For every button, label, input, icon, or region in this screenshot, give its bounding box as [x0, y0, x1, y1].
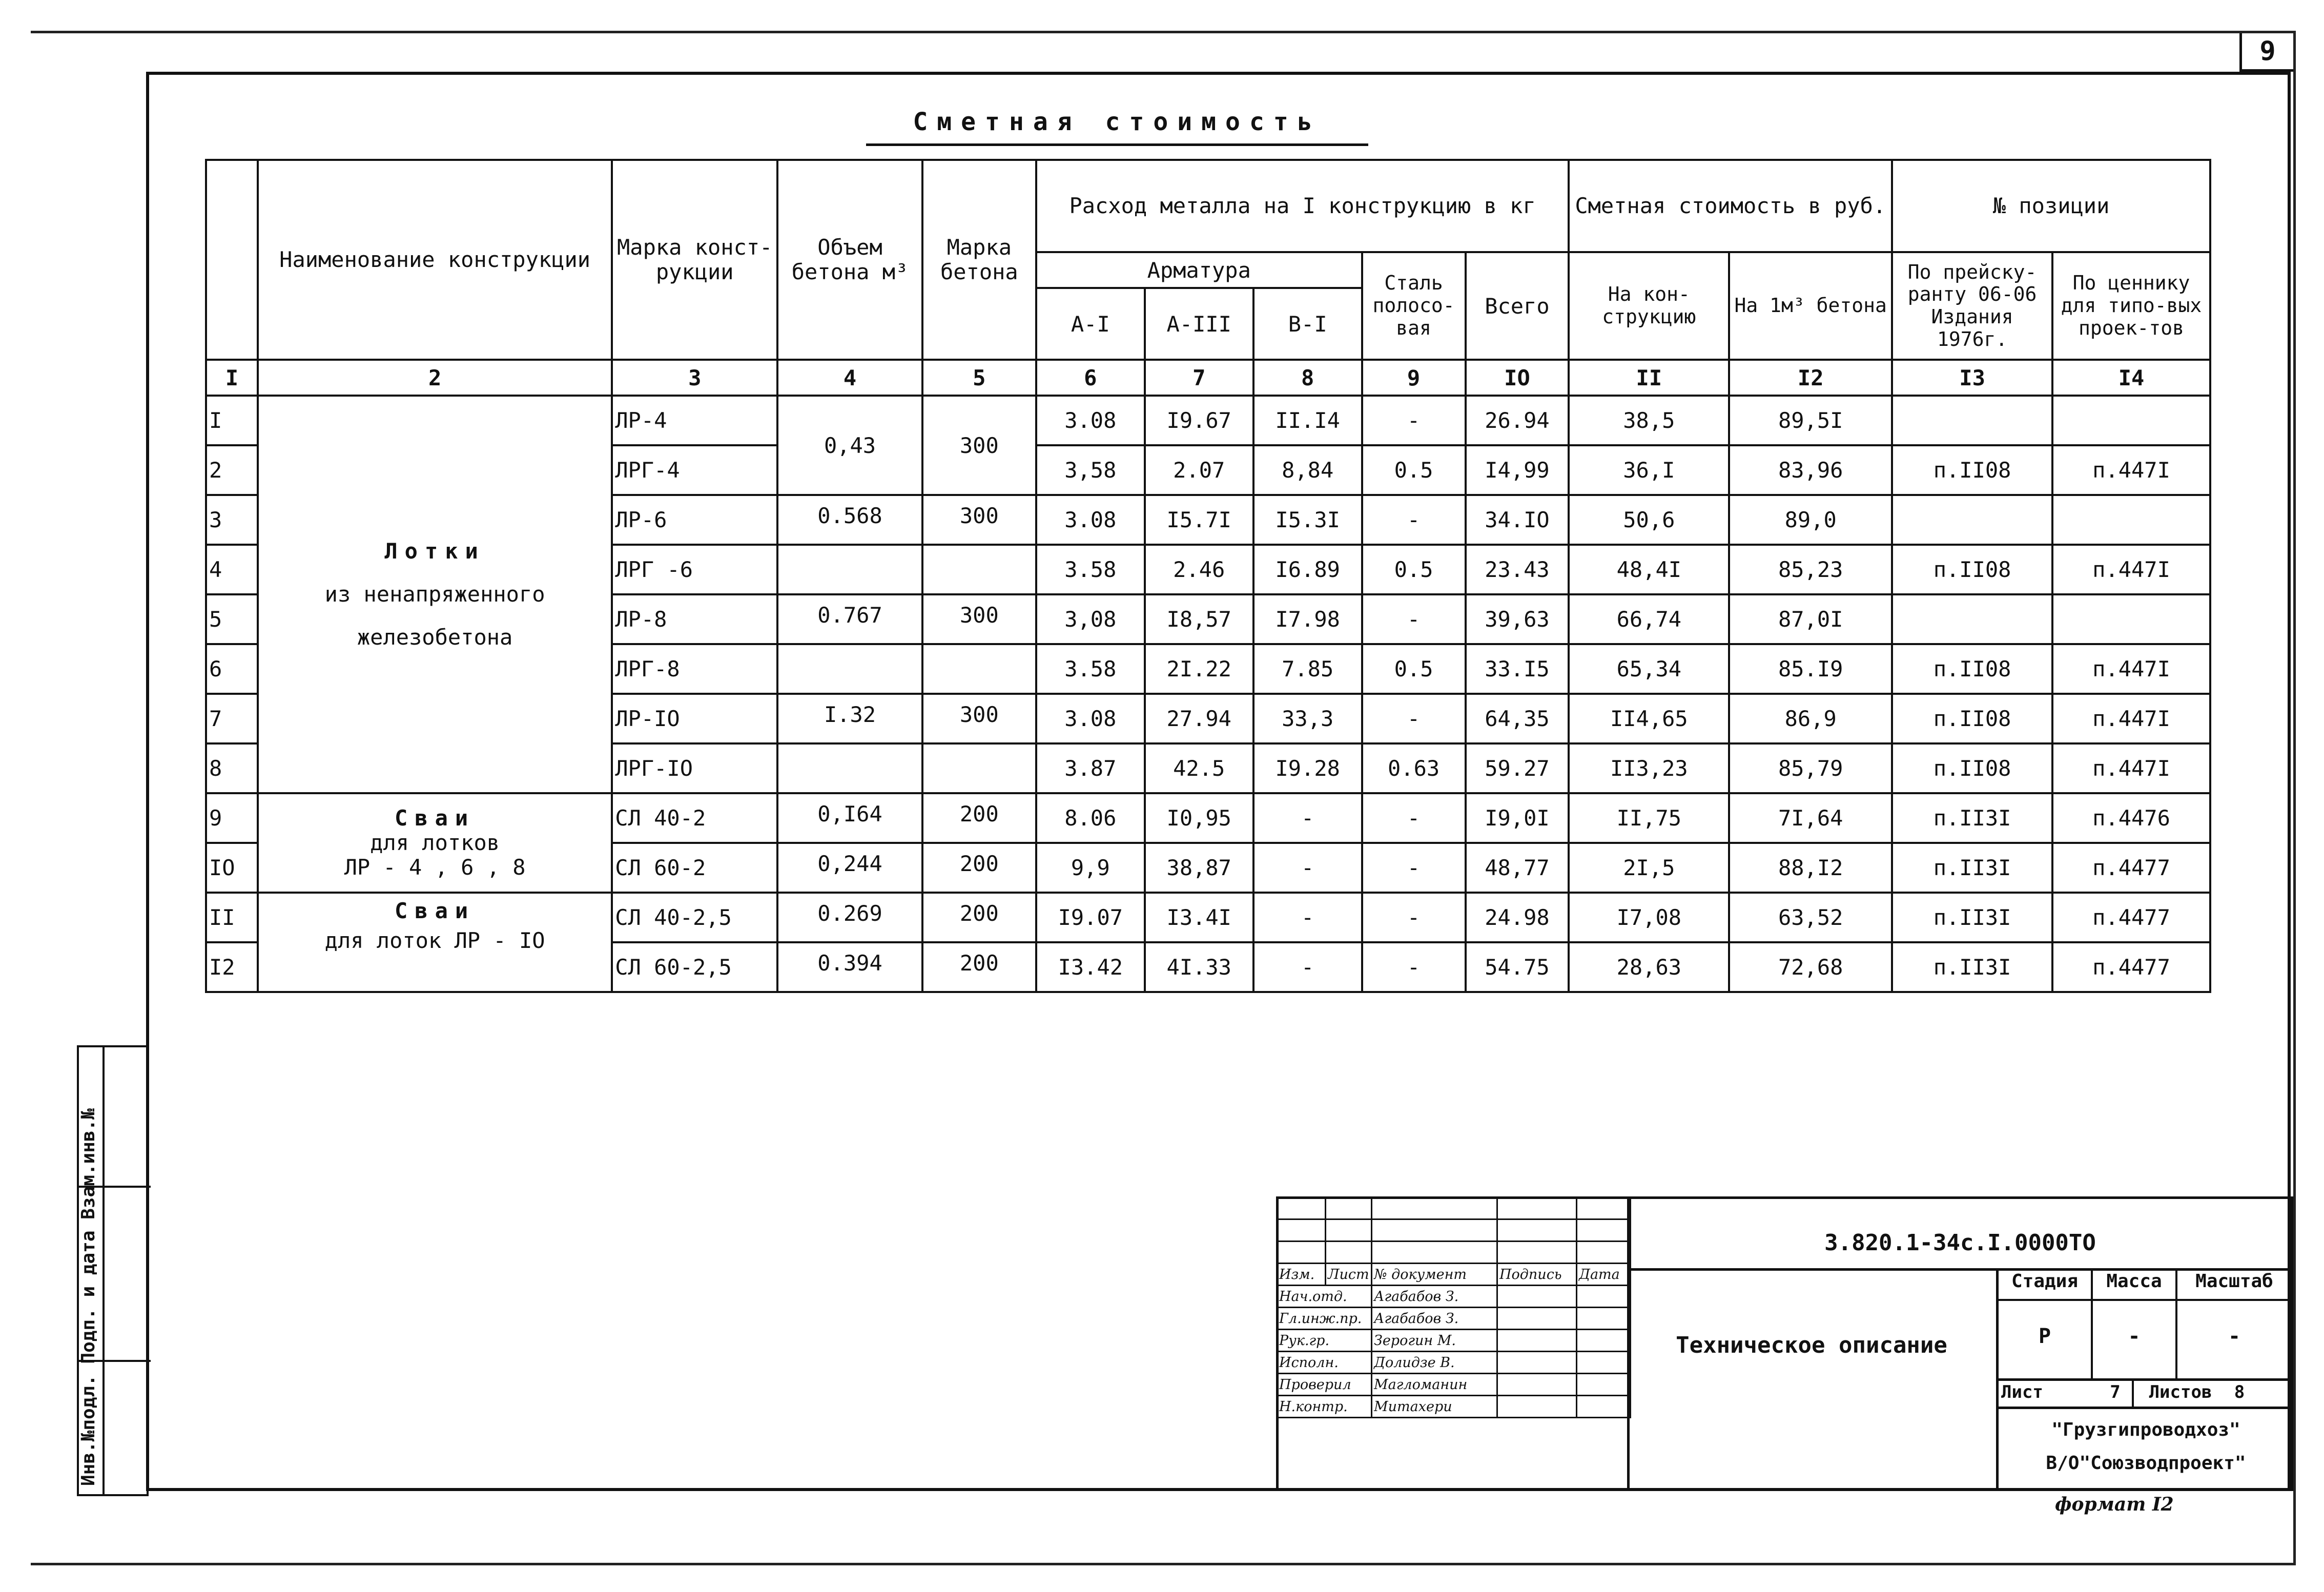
- mass-value: -: [2128, 1325, 2141, 1348]
- document-description: Техническое описание: [1676, 1332, 1947, 1358]
- header-a1: А-I: [1036, 288, 1145, 360]
- cell-total: 33.I5: [1466, 644, 1569, 694]
- mark-cell: ЛР-IO: [612, 694, 777, 743]
- person-date: [1577, 1330, 1631, 1352]
- outer-border-right: [2293, 31, 2296, 1563]
- mark-cell: СЛ 60-2,5: [612, 942, 777, 992]
- cell-v1: -: [1253, 843, 1362, 893]
- grade-cell: [922, 545, 1036, 594]
- row-number: 5: [206, 594, 258, 644]
- table-body: [206, 396, 2210, 992]
- title-block-person-row: [1277, 1396, 1631, 1418]
- cell-steel: -: [1362, 396, 1466, 445]
- title-block-person-row: [1277, 1374, 1631, 1396]
- cell-cost-m3: 7I,64: [1729, 793, 1892, 843]
- cell-a3: 42.5: [1145, 743, 1253, 793]
- cell-steel: -: [1362, 942, 1466, 992]
- cell-a3: 4I.33: [1145, 942, 1253, 992]
- cell-cost: I7,08: [1569, 893, 1729, 942]
- cell-total: 48,77: [1466, 843, 1569, 893]
- page-title: Сметная стоимость: [913, 108, 1322, 136]
- title-block-header-cell: Изм.: [1277, 1264, 1326, 1286]
- tb-empty: [1326, 1197, 1372, 1219]
- cell-pos2: п.4477: [2052, 893, 2210, 942]
- cell-total: 23.43: [1466, 545, 1569, 594]
- cell-cost: 48,4I: [1569, 545, 1729, 594]
- person-signature: [1497, 1308, 1577, 1330]
- cell-v1: 33,3: [1253, 694, 1362, 743]
- side-stamp-text: Инв.№подл. Подп. и дата Взам.инв.№: [78, 1108, 99, 1486]
- person-signature: [1497, 1374, 1577, 1396]
- stage-value: Р: [2038, 1325, 2051, 1348]
- mark-cell: СЛ 40-2,5: [612, 893, 777, 942]
- cell-cost-m3: 85.I9: [1729, 644, 1892, 694]
- person-date: [1577, 1286, 1631, 1308]
- title-underline: [866, 143, 1368, 146]
- tb-line: [1996, 1407, 2293, 1409]
- cell-pos2: п.4477: [2052, 843, 2210, 893]
- person-name: Агабабов З.: [1372, 1286, 1497, 1308]
- cell-cost-m3: 85,23: [1729, 545, 1892, 594]
- cell-pos1: п.II08: [1892, 545, 2052, 594]
- title-block-header-cell: Подпись: [1497, 1264, 1577, 1286]
- title-block-header-cell: Дата: [1577, 1264, 1631, 1286]
- cell-a3: I3.4I: [1145, 893, 1253, 942]
- cell-a1: I3.42: [1036, 942, 1145, 992]
- grade-cell: 200: [922, 843, 1036, 893]
- row-number: I2: [206, 942, 258, 992]
- group-label-line: железобетона: [357, 625, 513, 650]
- cell-a3: I5.7I: [1145, 495, 1253, 545]
- group-label-line: Лотки: [384, 538, 485, 564]
- mass-label: Масса: [2106, 1271, 2162, 1292]
- outer-border-bottom: [31, 1563, 2296, 1565]
- column-number-cell: 6: [1036, 360, 1145, 396]
- sheet-label: Лист: [2001, 1382, 2043, 1402]
- cell-pos1: [1892, 495, 2052, 545]
- header-name: Наименование конструкции: [258, 160, 612, 360]
- cell-cost: II,75: [1569, 793, 1729, 843]
- volume-cell: 0,I64: [777, 793, 922, 843]
- title-block-grid: [1276, 1196, 1631, 1418]
- cell-a3: I9.67: [1145, 396, 1253, 445]
- column-number-cell: I4: [2052, 360, 2210, 396]
- grade-cell: 200: [922, 942, 1036, 992]
- cell-pos1: [1892, 396, 2052, 445]
- tb-empty: [1497, 1197, 1577, 1219]
- person-signature: [1497, 1352, 1577, 1374]
- cell-a1: 3,58: [1036, 445, 1145, 495]
- cell-steel: -: [1362, 793, 1466, 843]
- title-block-person-row: [1277, 1286, 1631, 1308]
- cell-steel: -: [1362, 594, 1466, 644]
- person-date: [1577, 1396, 1631, 1418]
- cell-v1: -: [1253, 793, 1362, 843]
- cell-a3: 27.94: [1145, 694, 1253, 743]
- table-row: [206, 396, 2210, 445]
- grade-cell: 300: [922, 594, 1036, 644]
- cell-a1: 8.06: [1036, 793, 1145, 843]
- volume-cell: 0.394: [777, 942, 922, 992]
- person-date: [1577, 1352, 1631, 1374]
- grade-cell: 300: [922, 396, 1036, 495]
- column-number-cell: I3: [1892, 360, 2052, 396]
- header-cennik: По ценнику для типо-вых проек-тов: [2052, 252, 2210, 360]
- column-number-cell: 3: [612, 360, 777, 396]
- grade-cell: 200: [922, 893, 1036, 942]
- cell-v1: -: [1253, 942, 1362, 992]
- volume-cell: 0.767: [777, 594, 922, 644]
- tb-line: [2132, 1378, 2134, 1407]
- group-label-line: для лоток ЛР - IO: [324, 928, 545, 954]
- cell-a3: 38,87: [1145, 843, 1253, 893]
- group-svai-2: [258, 893, 612, 992]
- cell-steel: 0.5: [1362, 445, 1466, 495]
- cell-cost: 66,74: [1569, 594, 1729, 644]
- tb-line: [1996, 1299, 2293, 1301]
- mark-cell: ЛРГ-IO: [612, 743, 777, 793]
- tb-line: [1996, 1378, 2293, 1381]
- person-role: Гл.инж.пр.: [1277, 1308, 1372, 1330]
- column-number-cell: I: [206, 360, 258, 396]
- volume-cell: 0,43: [777, 396, 922, 495]
- tb-empty: [1277, 1219, 1326, 1242]
- cell-pos2: п.447I: [2052, 743, 2210, 793]
- cell-total: I9,0I: [1466, 793, 1569, 843]
- cell-total: 64,35: [1466, 694, 1569, 743]
- organization-1: "Грузгипроводхоз": [2051, 1419, 2240, 1440]
- column-number-cell: 9: [1362, 360, 1466, 396]
- cell-cost-m3: 89,0: [1729, 495, 1892, 545]
- group-lotki: [258, 396, 612, 793]
- column-number-row: [206, 360, 2210, 396]
- tb-empty: [1577, 1197, 1631, 1219]
- cell-cost: II3,23: [1569, 743, 1729, 793]
- cell-pos2: п.447I: [2052, 644, 2210, 694]
- cell-a3: I0,95: [1145, 793, 1253, 843]
- cell-a1: 3,08: [1036, 594, 1145, 644]
- column-number-cell: 5: [922, 360, 1036, 396]
- title-block-people: [1277, 1286, 1631, 1418]
- group-label-line: Сваи: [395, 805, 476, 831]
- row-number: 8: [206, 743, 258, 793]
- grade-cell: 300: [922, 495, 1036, 545]
- tb-empty: [1277, 1242, 1326, 1264]
- person-signature: [1497, 1286, 1577, 1308]
- cell-steel: -: [1362, 843, 1466, 893]
- cell-a1: 3.08: [1036, 694, 1145, 743]
- cell-pos2: [2052, 396, 2210, 445]
- cell-v1: I5.3I: [1253, 495, 1362, 545]
- column-number-cell: I2: [1729, 360, 1892, 396]
- cell-a3: 2.46: [1145, 545, 1253, 594]
- title-block-person-row: [1277, 1330, 1631, 1352]
- table-row: [206, 793, 2210, 843]
- cell-total: 24.98: [1466, 893, 1569, 942]
- person-role: Н.контр.: [1277, 1396, 1372, 1418]
- grade-cell: [922, 743, 1036, 793]
- person-name: Зерогин М.: [1372, 1330, 1497, 1352]
- group-label-line: ЛР - 4 , 6 , 8: [344, 855, 526, 880]
- header-a3: А-III: [1145, 288, 1253, 360]
- row-number: 3: [206, 495, 258, 545]
- column-number-cell: 2: [258, 360, 612, 396]
- grade-cell: 200: [922, 793, 1036, 843]
- person-name: Долидзе В.: [1372, 1352, 1497, 1374]
- cell-pos1: [1892, 594, 2052, 644]
- column-number-cell: IO: [1466, 360, 1569, 396]
- cell-pos2: [2052, 495, 2210, 545]
- row-number: 6: [206, 644, 258, 694]
- header-per-construction: На кон-струкцию: [1569, 252, 1729, 360]
- volume-cell: 0,244: [777, 843, 922, 893]
- mark-cell: ЛР-8: [612, 594, 777, 644]
- group-label-line: из ненапряженного: [324, 581, 545, 607]
- organization-2: В/О"Союзводпроект": [2046, 1453, 2246, 1474]
- cell-cost-m3: 83,96: [1729, 445, 1892, 495]
- header-armatura: Арматура: [1036, 252, 1362, 288]
- cell-cost: 2I,5: [1569, 843, 1729, 893]
- cell-a3: 2.07: [1145, 445, 1253, 495]
- mark-cell: ЛР-4: [612, 396, 777, 445]
- row-number: I: [206, 396, 258, 445]
- cell-a3: 2I.22: [1145, 644, 1253, 694]
- document-code: 3.820.1-34с.I.0000ТО: [1824, 1230, 2096, 1256]
- cell-pos2: п.4477: [2052, 942, 2210, 992]
- person-signature: [1497, 1396, 1577, 1418]
- cell-cost-m3: 89,5I: [1729, 396, 1892, 445]
- cell-a3: I8,57: [1145, 594, 1253, 644]
- column-number-cell: 7: [1145, 360, 1253, 396]
- mark-cell: ЛРГ-4: [612, 445, 777, 495]
- format-label: формат I2: [2055, 1494, 2174, 1515]
- cell-pos2: [2052, 594, 2210, 644]
- cell-cost-m3: 88,I2: [1729, 843, 1892, 893]
- cell-pos1: п.II3I: [1892, 942, 2052, 992]
- row-number: IO: [206, 843, 258, 893]
- side-stamp-col: [105, 1047, 151, 1494]
- grade-cell: 300: [922, 694, 1036, 743]
- cell-total: 54.75: [1466, 942, 1569, 992]
- cell-steel: -: [1362, 694, 1466, 743]
- cell-pos1: п.II3I: [1892, 893, 2052, 942]
- header-metal-group: Расход металла на I конструкцию в кг: [1036, 160, 1569, 252]
- mark-cell: СЛ 40-2: [612, 793, 777, 843]
- cell-cost-m3: 63,52: [1729, 893, 1892, 942]
- cell-total: 34.IO: [1466, 495, 1569, 545]
- volume-cell: [777, 545, 922, 594]
- cell-a1: 9,9: [1036, 843, 1145, 893]
- sheet-value: 7: [2110, 1382, 2121, 1402]
- grade-cell: [922, 644, 1036, 694]
- sheets-value: 8: [2234, 1382, 2245, 1402]
- person-role: Рук.гр.: [1277, 1330, 1372, 1352]
- cell-v1: II.I4: [1253, 396, 1362, 445]
- header-grade: Марка бетона: [922, 160, 1036, 360]
- page-number: 9: [2239, 33, 2293, 72]
- volume-cell: 0.568: [777, 495, 922, 545]
- volume-cell: [777, 743, 922, 793]
- tb-empty: [1277, 1197, 1326, 1219]
- title-block-person-row: [1277, 1352, 1631, 1374]
- group-svai-1: [258, 793, 612, 893]
- cell-v1: 8,84: [1253, 445, 1362, 495]
- tb-empty: [1372, 1242, 1497, 1264]
- tb-empty: [1372, 1197, 1497, 1219]
- cell-cost: 38,5: [1569, 396, 1729, 445]
- cell-pos1: п.II08: [1892, 743, 2052, 793]
- title-block-header-cell: № документ: [1372, 1264, 1497, 1286]
- cell-steel: 0.5: [1362, 545, 1466, 594]
- group-label-line: для лотков: [370, 830, 500, 855]
- header-num: [206, 160, 258, 360]
- header-per-m3: На 1м³ бетона: [1729, 252, 1892, 360]
- title-block-header-cell: Лист: [1326, 1264, 1372, 1286]
- cell-a1: 3.58: [1036, 545, 1145, 594]
- tb-empty: [1326, 1219, 1372, 1242]
- person-signature: [1497, 1330, 1577, 1352]
- cell-pos1: п.II3I: [1892, 843, 2052, 893]
- header-cost-group: Сметная стоимость в руб.: [1569, 160, 1892, 252]
- cell-pos2: п.4476: [2052, 793, 2210, 843]
- cell-cost: 50,6: [1569, 495, 1729, 545]
- row-number: II: [206, 893, 258, 942]
- person-name: Агабабов З.: [1372, 1308, 1497, 1330]
- cell-pos1: п.II08: [1892, 694, 2052, 743]
- cell-pos2: п.447I: [2052, 445, 2210, 495]
- cell-v1: I6.89: [1253, 545, 1362, 594]
- tb-empty: [1497, 1242, 1577, 1264]
- cell-pos2: п.447I: [2052, 694, 2210, 743]
- cell-total: 26.94: [1466, 396, 1569, 445]
- person-role: Исполн.: [1277, 1352, 1372, 1374]
- header-total: Всего: [1466, 252, 1569, 360]
- sheets-label: Листов: [2149, 1382, 2212, 1402]
- cell-cost: II4,65: [1569, 694, 1729, 743]
- mark-cell: ЛРГ -6: [612, 545, 777, 594]
- cell-pos1: п.II08: [1892, 644, 2052, 694]
- cell-pos1: п.II08: [1892, 445, 2052, 495]
- cell-cost-m3: 72,68: [1729, 942, 1892, 992]
- cell-steel: 0.5: [1362, 644, 1466, 694]
- cell-steel: 0.63: [1362, 743, 1466, 793]
- mark-cell: ЛРГ-8: [612, 644, 777, 694]
- stage-label: Стадия: [2011, 1271, 2079, 1292]
- row-number: 2: [206, 445, 258, 495]
- scale-value: -: [2228, 1325, 2241, 1348]
- cell-cost-m3: 86,9: [1729, 694, 1892, 743]
- person-date: [1577, 1308, 1631, 1330]
- person-role: Нач.отд.: [1277, 1286, 1372, 1308]
- cell-total: 39,63: [1466, 594, 1569, 644]
- column-number-cell: 8: [1253, 360, 1362, 396]
- cell-v1: I7.98: [1253, 594, 1362, 644]
- person-name: Магломанин: [1372, 1374, 1497, 1396]
- cell-cost: 65,34: [1569, 644, 1729, 694]
- cell-steel: -: [1362, 495, 1466, 545]
- cell-a1: 3.58: [1036, 644, 1145, 694]
- cell-cost: 36,I: [1569, 445, 1729, 495]
- tb-empty: [1372, 1219, 1497, 1242]
- mark-cell: ЛР-6: [612, 495, 777, 545]
- cell-cost: 28,63: [1569, 942, 1729, 992]
- tb-empty: [1577, 1242, 1631, 1264]
- person-date: [1577, 1374, 1631, 1396]
- column-number-cell: 4: [777, 360, 922, 396]
- cell-v1: I9.28: [1253, 743, 1362, 793]
- header-mark: Марка конст-рукции: [612, 160, 777, 360]
- outer-border-top: [31, 31, 2296, 33]
- header-volume: Объем бетона м³: [777, 160, 922, 360]
- tb-empty: [1497, 1219, 1577, 1242]
- title-block-header-row: [1277, 1264, 1631, 1286]
- cell-steel: -: [1362, 893, 1466, 942]
- title-block-person-row: [1277, 1308, 1631, 1330]
- cell-v1: 7.85: [1253, 644, 1362, 694]
- scale-label: Масштаб: [2195, 1271, 2273, 1292]
- header-preiskurant: По прейску-ранту 06-06 Издания 1976г.: [1892, 252, 2052, 360]
- row-number: 9: [206, 793, 258, 843]
- cell-v1: -: [1253, 893, 1362, 942]
- row-number: 7: [206, 694, 258, 743]
- cell-a1: 3.87: [1036, 743, 1145, 793]
- cell-a1: 3.08: [1036, 396, 1145, 445]
- mark-cell: СЛ 60-2: [612, 843, 777, 893]
- table-row: [206, 893, 2210, 942]
- cost-table: [205, 159, 2211, 993]
- cell-cost-m3: 85,79: [1729, 743, 1892, 793]
- tb-empty: [1577, 1219, 1631, 1242]
- header-positions-group: № позиции: [1892, 160, 2210, 252]
- cell-total: 59.27: [1466, 743, 1569, 793]
- cell-cost-m3: 87,0I: [1729, 594, 1892, 644]
- group-label-line: Сваи: [395, 898, 476, 923]
- tb-empty: [1326, 1242, 1372, 1264]
- row-number: 4: [206, 545, 258, 594]
- volume-cell: 0.269: [777, 893, 922, 942]
- cell-total: I4,99: [1466, 445, 1569, 495]
- header-v1: В-I: [1253, 288, 1362, 360]
- volume-cell: I.32: [777, 694, 922, 743]
- person-name: Митахери: [1372, 1396, 1497, 1418]
- cell-a1: I9.07: [1036, 893, 1145, 942]
- cell-a1: 3.08: [1036, 495, 1145, 545]
- person-role: Проверил: [1277, 1374, 1372, 1396]
- volume-cell: [777, 644, 922, 694]
- header-steel: Сталь полосо-вая: [1362, 252, 1466, 360]
- cell-pos1: п.II3I: [1892, 793, 2052, 843]
- column-number-cell: II: [1569, 360, 1729, 396]
- cell-pos2: п.447I: [2052, 545, 2210, 594]
